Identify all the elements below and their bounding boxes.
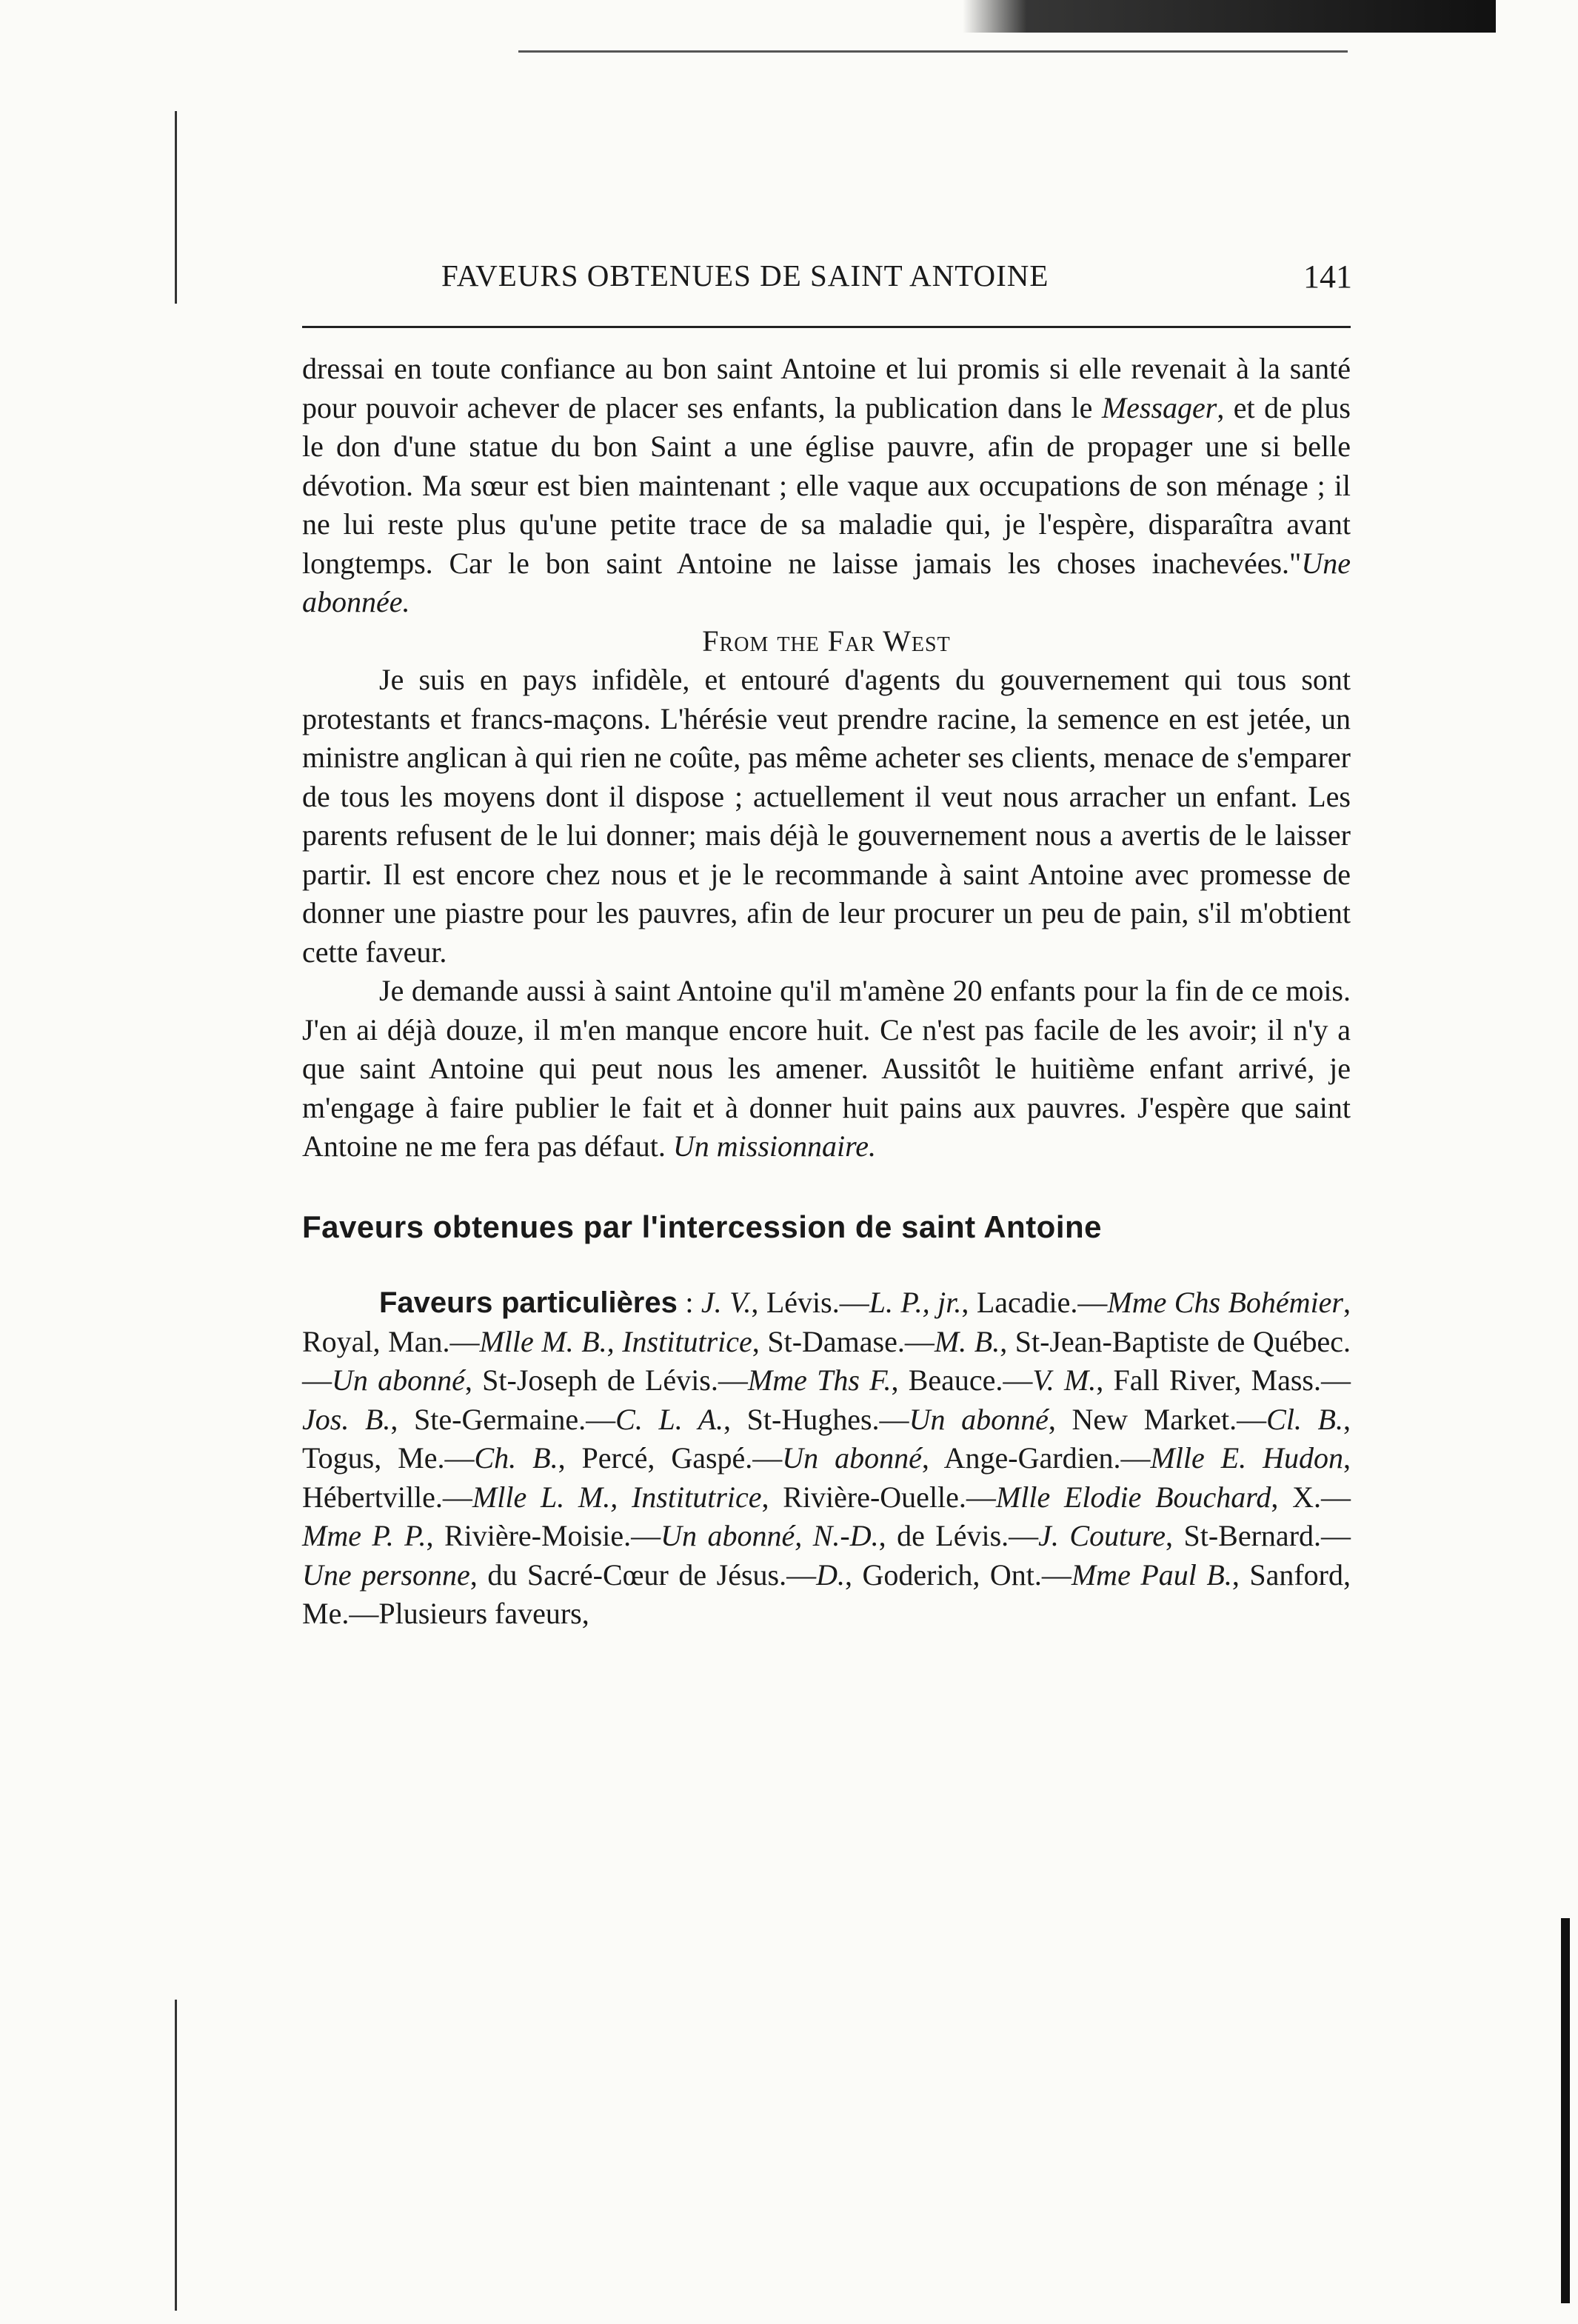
favor-entry	[816, 1558, 1071, 1592]
page-edge-mark	[175, 111, 177, 304]
favor-name: J. Couture	[1038, 1519, 1166, 1552]
favor-place: , St-Hughes.—	[723, 1402, 909, 1436]
paragraph-text: , et de plus le don d'une statue du bon Saint a une église pauvre, afin de propager une si belle dévotion. Ma sœur est bien maintenant ; elle vaque aux occupations de son ménage ; il ne lui reste plus qu'une petite trace de sa maladie qui, je l'espère, disparaîtra avant longtemps. Car le bon saint Antoine ne laisse jamais les choses inachevées."	[302, 390, 1351, 580]
section-heading: Faveurs obtenues par l'intercession de saint Antoine	[302, 1209, 1103, 1244]
signature: Une abonnée.	[302, 546, 1351, 618]
favor-entry	[472, 1480, 996, 1514]
favor-name: D.	[816, 1557, 845, 1592]
favor-name: Mlle Elodie Bouchard	[995, 1480, 1271, 1514]
favor-name: Ch. B.	[474, 1441, 558, 1475]
favor-entry	[748, 1363, 1033, 1397]
favor-entry	[302, 1558, 816, 1592]
favor-entry	[1032, 1363, 1351, 1397]
favors-label: Faveurs particulières	[379, 1286, 678, 1319]
page-body	[302, 350, 1351, 1634]
favor-name: Mme Chs Bohémier	[1107, 1286, 1344, 1319]
running-title: FAVEURS OBTENUES DE SAINT ANTOINE	[441, 258, 1049, 293]
favor-name: Mlle L. M., Institutrice	[472, 1480, 762, 1514]
favor-entry	[332, 1363, 748, 1397]
favor-name: Jos. B.	[302, 1402, 391, 1436]
page-header	[441, 258, 1352, 302]
favor-name: Un abonné, N.-D.	[661, 1519, 879, 1552]
scan-artifact-line	[518, 50, 1348, 53]
favor-name: C. L. A.	[615, 1402, 724, 1436]
favor-name: Mme Paul B.	[1071, 1557, 1232, 1592]
favor-place: , New Market.—	[1048, 1402, 1267, 1436]
favor-name: Mme P. P.	[302, 1519, 427, 1552]
favor-name: L. P., jr.	[869, 1286, 962, 1319]
favor-name: Une personne	[302, 1557, 470, 1592]
favor-name: V. M.	[1032, 1363, 1097, 1397]
favor-place: , Ste-Germaine.—	[390, 1402, 616, 1436]
favor-place: , St-Joseph de Lévis.—	[464, 1363, 748, 1397]
favor-entry	[996, 1480, 1351, 1514]
favor-place: , Lévis.—	[751, 1286, 869, 1319]
page-edge-mark	[1561, 1918, 1570, 2303]
favor-entry	[479, 1325, 934, 1358]
favor-place: , Rivière-Ouelle.—	[761, 1480, 996, 1514]
page-number: 141	[1303, 258, 1352, 295]
paragraph-text: Je demande aussi à saint Antoine qu'il m'amène 20 enfants pour la fin de ce mois. J'en ai déjà douze, il m'en manque encore huit. Ce n'est pas facile de les avoir; il n'y a que saint Antoine qui peut nous les amener. Aussitôt le huitième enfant arrivé, je m'engage à faire publier le fait et à donner huit pains aux pauvres. J'espère que saint Antoine ne me fera pas défaut.	[302, 974, 1351, 1163]
favor-place: , Rivière-Moisie.—	[426, 1519, 661, 1552]
favor-place: , Fall River, Mass.—	[1096, 1363, 1351, 1397]
favor-name: Un abonné	[909, 1402, 1049, 1436]
favor-place: , Hébertville.—	[302, 1441, 1351, 1514]
favor-place: , Lacadie.—	[961, 1286, 1108, 1319]
favor-place: , Percé, Gaspé.—	[558, 1441, 783, 1475]
favor-place: , St-Jean-Baptiste de Québec.—	[302, 1324, 1351, 1397]
paragraph-text: dressai en toute confiance au bon saint Antoine et lui promis si elle revenait à la santé pour pouvoir achever de placer ses enfants, la publication dans le	[302, 352, 1351, 424]
favor-place: , Royal, Man.—	[302, 1286, 1351, 1358]
favor-name: Mme Ths F.	[747, 1363, 892, 1397]
page-edge-mark	[175, 2000, 177, 2311]
favor-entry	[615, 1403, 909, 1436]
favor-name: M. B.	[934, 1324, 1000, 1358]
header-rule	[302, 326, 1351, 328]
favor-place: , Togus, Me.—	[302, 1402, 1351, 1475]
favor-entry	[869, 1286, 1108, 1319]
favor-entry	[1038, 1519, 1351, 1552]
favor-entry	[475, 1441, 783, 1475]
favor-entry	[909, 1403, 1267, 1436]
favor-name: Mlle M. B., Institutrice	[479, 1324, 752, 1358]
favor-name: J. V.	[701, 1286, 752, 1319]
favor-entry	[782, 1441, 1150, 1475]
favor-place: , X.—	[1271, 1480, 1351, 1514]
paragraph	[302, 972, 1351, 1166]
favor-place: , St-Damase.—	[752, 1324, 935, 1358]
signature: Un missionnaire.	[672, 1129, 876, 1163]
favors-list	[302, 1286, 1351, 1630]
favor-name: Un abonné	[782, 1441, 922, 1475]
scan-artifact-bar	[963, 0, 1496, 33]
favors-paragraph: Faveurs particulières : J. V., Lévis.—L. P., jr., Lacadie.—Mme Chs Bohémier, Royal, Man.—Mlle M. B., Institutrice, St-Damase.—M. B., St-Jean-Baptiste de Québec.—Un abonné, St-Joseph de Lévis.—Mme Ths F., Beauce.—V. M., Fall River, Mass.—Jos. B., Ste-Germaine.—C. L. A., St-Hughes.—Un abonné, New Market.—Cl. B., Togus, Me.—Ch. B., Percé, Gaspé.—Un abonné, Ange-Gardien.—Mlle E. Hudon, Hébertville.—Mlle L. M., Institutrice, Rivière-Ouelle.—Mlle Elodie Bouchard, X.—Mme P. P., Rivière-Moisie.—Un abonné, N.-D., de Lévis.—J. Couture, St-Bernard.—Une personne, du Sacré-Cœur de Jésus.—D., Goderich, Ont.—Mme Paul B., Sanford, Me.—Plusieurs faveurs,	[302, 1286, 1351, 1630]
subheading: From the Far West	[702, 624, 951, 658]
favor-entry	[701, 1286, 869, 1319]
favor-place: , Sanford, Me.—	[302, 1557, 1351, 1630]
paragraph	[302, 350, 1351, 622]
favor-place: , Goderich, Ont.—	[845, 1557, 1071, 1592]
paragraph: Je suis en pays infidèle, et entouré d'agents du gouvernement qui tous sont protestants et francs-maçons. L'hérésie veut prendre racine, la semence en est jetée, un ministre anglican à qui rien ne coûte, pas même acheter ses clients, menace de s'emparer de tous les moyens dont il dispose ; actuellement il veut nous arracher un enfant. Les parents refusent de le lui donner; mais déjà le gouvernement nous a avertis de le laisser partir. Il est encore chez nous et je le recommande à saint Antoine avec promesse de donner une piastre pour les pauvres, afin de leur procurer un peu de pain, s'il m'obtient cette faveur.	[302, 663, 1351, 969]
favor-place: , Beauce.—	[891, 1363, 1033, 1397]
favor-name: Cl. B.	[1266, 1402, 1343, 1436]
favor-entry	[302, 1519, 661, 1552]
favor-name: Un abonné	[332, 1363, 465, 1397]
favor-place: , St-Bernard.—	[1166, 1519, 1351, 1552]
favor-entry	[661, 1519, 1038, 1552]
favor-place: , du Sacré-Cœur de Jésus.—	[469, 1557, 817, 1592]
favors-tail: Plusieurs faveurs,	[378, 1597, 589, 1630]
publication-title: Messager	[1101, 390, 1217, 424]
favor-entry	[302, 1403, 615, 1436]
favor-name: Mlle E. Hudon	[1150, 1441, 1343, 1475]
favor-place: , Ange-Gardien.—	[921, 1441, 1151, 1475]
favor-place: , de Lévis.—	[878, 1519, 1039, 1552]
